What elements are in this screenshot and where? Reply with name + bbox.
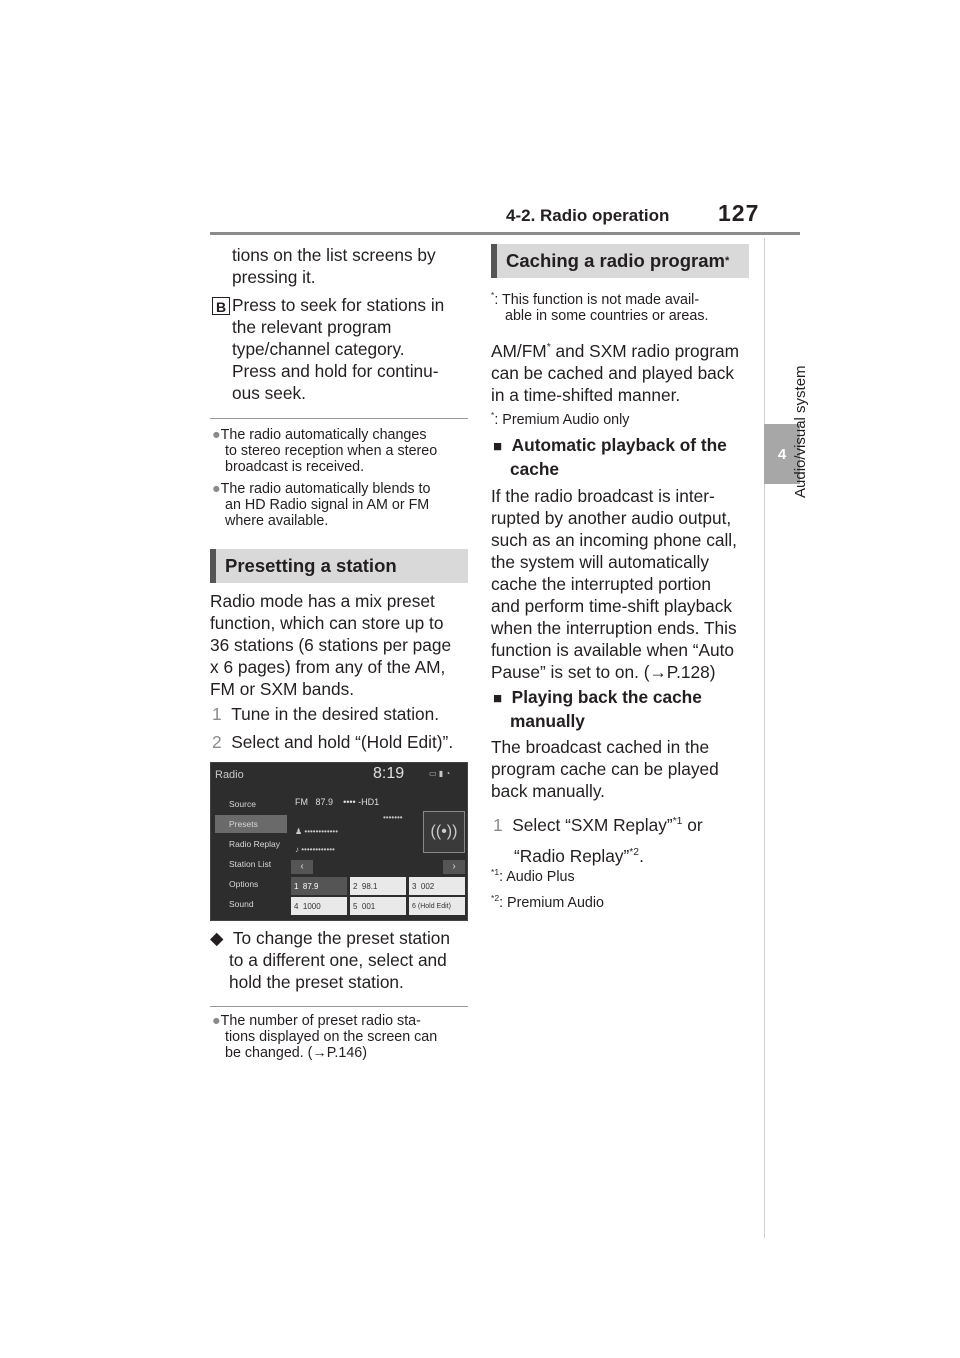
header-rule [210,232,800,235]
prev-page-button[interactable]: ‹ [291,860,313,874]
chapter-number-tab: 4 [764,424,800,484]
radio-screenshot [210,762,468,921]
change-preset-note: ◆ To change the preset station to a different one, select and hold the preset station. [210,928,451,992]
band-label: FM 87.9 •••• -HD1 [295,797,380,807]
preset-2[interactable]: 2 98.1 [350,877,406,895]
page-number: 127 [718,200,760,226]
menu-presets[interactable]: Presets [215,815,287,833]
bullet-icon: ● [212,1013,221,1029]
preset-5[interactable]: 5 001 [350,897,406,915]
song-row: ♪ •••••••••••• [295,845,335,854]
menu-sound[interactable]: Sound [229,899,254,909]
section-title: 4-2. Radio operation [506,206,670,225]
note-3: ●The number of preset radio sta- tions displayed on the screen can be changed. (→P.146) [212,1013,438,1061]
footnote-premium-audio: $^{*2}$: Premium Audio [491,893,604,911]
screen-clock: 8:19 [373,765,405,782]
menu-options[interactable]: Options [229,879,259,889]
step-2: 2 Select and hold “(Hold Edit)”. [212,732,454,752]
note-rule-2 [210,1006,468,1007]
caching-paragraph: AM/FM* and SXM radio program can be cached and played back in a time-shifted manner. [491,340,739,405]
manual-step-1: 1 Select “SXM Replay”$^{*1}$ or “Radio Replay”$^{*2}$. [493,814,703,866]
b-description: Press to seek for stations in the relevant program type/channel category. Press and hold for continu- ous seek. [232,295,445,403]
step-1: 1 Tune in the desired station. [212,704,440,724]
presetting-paragraph: Radio mode has a mix preset function, which can store up to 36 stations (6 stations per page x 6 pages) from any of the AM, FM or SXM bands. [210,591,452,699]
footnote-availability: *: This function is not made avail- able in some countries or areas. [491,290,709,324]
menu-station-list[interactable]: Station List [229,859,272,869]
stars-row: ••••••• [383,813,403,822]
status-icons: ▭ ▮ ◔ [429,769,451,778]
note-2: ●The radio automatically blends to an HD Radio signal in AM or FM where available. [212,481,431,529]
chapter-title: Audio/visual system [792,365,809,498]
caching-heading: Caching a radio program * [491,244,749,278]
preset-4[interactable]: 4 1000 [291,897,347,915]
preset-6-hold-edit[interactable]: 6 (Hold Edit) [409,897,465,915]
preset-3[interactable]: 3 002 [409,877,465,895]
note-1: ●The radio automatically changes to stereo reception when a stereo broadcast is received. [212,427,438,475]
auto-playback-heading: ■ Automatic playback of the cache [493,435,727,479]
bullet-icon: ● [212,427,221,443]
antenna-icon: ((•)) [423,811,465,853]
preset-1[interactable]: 1 87.9 [291,877,347,895]
footnote-audio-plus: $^{*1}$: Audio Plus [491,867,575,885]
next-page-button[interactable]: › [443,860,465,874]
note-rule [210,418,468,419]
footnote-premium: *: Premium Audio only [491,410,630,428]
continued-text: tions on the list screens by pressing it. [232,245,436,287]
side-divider [764,238,765,1238]
manual-playback-heading: ■ Playing back the cache manually [493,687,702,731]
artist-row: ♟ •••••••••••• [295,827,339,836]
auto-playback-paragraph: If the radio broadcast is inter- rupted by another audio output, such as an incoming phone call, the system will automatically cache the interrupted portion and perform time-shift playback when the interruption ends. This function is available when “Auto Pause” is set to on. (→P.128) [491,486,737,682]
square-bullet-icon: ■ [493,690,503,707]
square-bullet-icon: ■ [493,438,503,455]
menu-radio-replay[interactable]: Radio Replay [229,839,281,849]
b-label-box: B [212,297,230,317]
menu-source[interactable]: Source [229,799,256,809]
bullet-icon: ● [212,481,221,497]
diamond-bullet-icon: ◆ [210,928,224,948]
manual-playback-paragraph: The broadcast cached in the program cache can be played back manually. [491,737,719,801]
presetting-heading: Presetting a station [210,549,468,583]
screen-title: Radio [215,769,244,781]
